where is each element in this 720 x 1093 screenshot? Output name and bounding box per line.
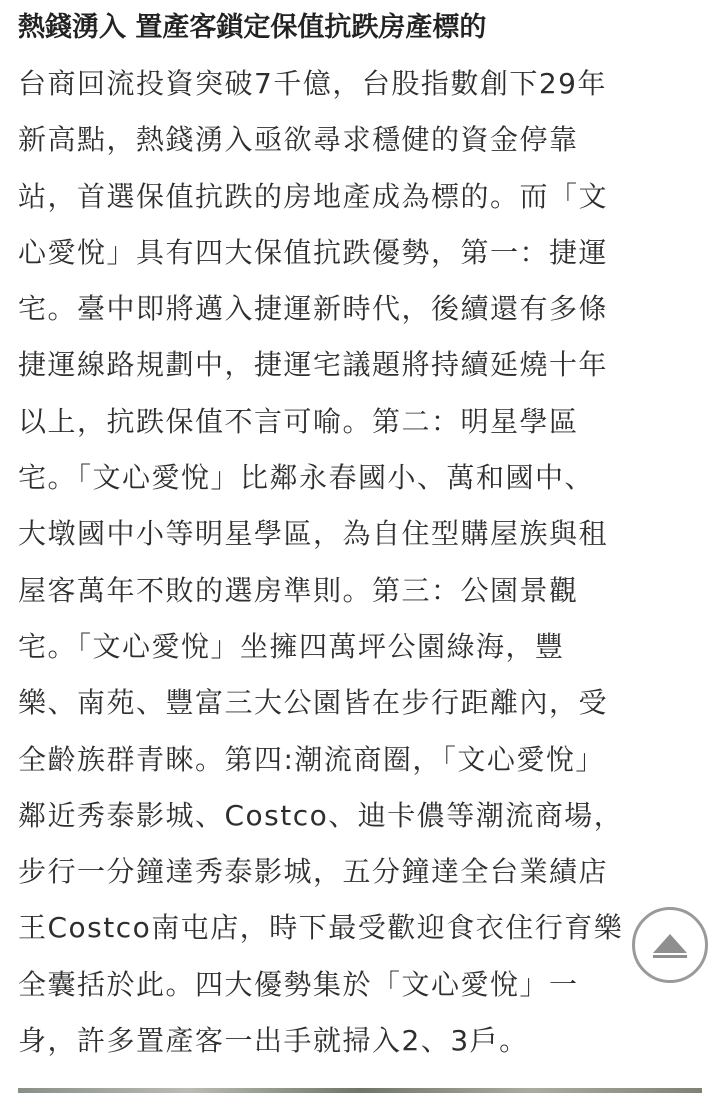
body-line: 新高點，熱錢湧入亟欲尋求穩健的資金停靠 [18, 123, 579, 157]
body-line: 宅。臺中即將邁入捷運新時代，後續還有多條 [18, 292, 609, 326]
body-line: 以上，抗跌保值不言可喻。第二：明星學區 [18, 404, 579, 438]
body-line: 步行一分鐘達秀泰影城，五分鐘達全台業績店 [18, 855, 609, 889]
chevron-up-icon [650, 931, 690, 959]
body-line: 宅。「文心愛悅」坐擁四萬坪公園綠海，豐 [18, 629, 565, 663]
body-line: 屋客萬年不敗的選房準則。第三：公園景觀 [18, 573, 579, 607]
scroll-to-top-button[interactable] [632, 907, 708, 983]
body-line: 台商回流投資突破7千億，台股指數創下29年 [18, 67, 607, 100]
body-line: 心愛悅」具有四大保值抗跌優勢，第一：捷運 [18, 235, 609, 269]
article-body [18, 56, 708, 1069]
body-line: 捷運線路規劃中，捷運宅議題將持續延燒十年 [18, 348, 609, 382]
body-line: 大墩國中小等明星學區，為自住型購屋族與租 [18, 517, 609, 551]
body-line: 全囊括於此。四大優勢集於「文心愛悅」一 [18, 967, 579, 1001]
body-line: 身，許多置產客一出手就掃入2、3戶。 [18, 1024, 529, 1058]
body-line: 全齡族群青睞。第四:潮流商圈，「文心愛悅」 [18, 742, 605, 776]
body-line: 站，首選保值抗跌的房地產成為標的。而「文 [18, 179, 609, 213]
body-line: 王Costco南屯店，時下最受歡迎食衣住行育樂 [18, 911, 624, 945]
article-headline: 熱錢湧入 置產客鎖定保值抗跌房產標的 [18, 12, 487, 43]
body-line: 鄰近秀泰影城、Costco、迪卡儂等潮流商場， [18, 798, 624, 832]
article-image-edge [18, 1088, 702, 1093]
body-line: 樂、南苑、豐富三大公園皆在步行距離內，受 [18, 686, 609, 720]
article [18, 0, 708, 1069]
body-line: 宅。「文心愛悅」比鄰永春國小、萬和國中、 [18, 461, 595, 495]
